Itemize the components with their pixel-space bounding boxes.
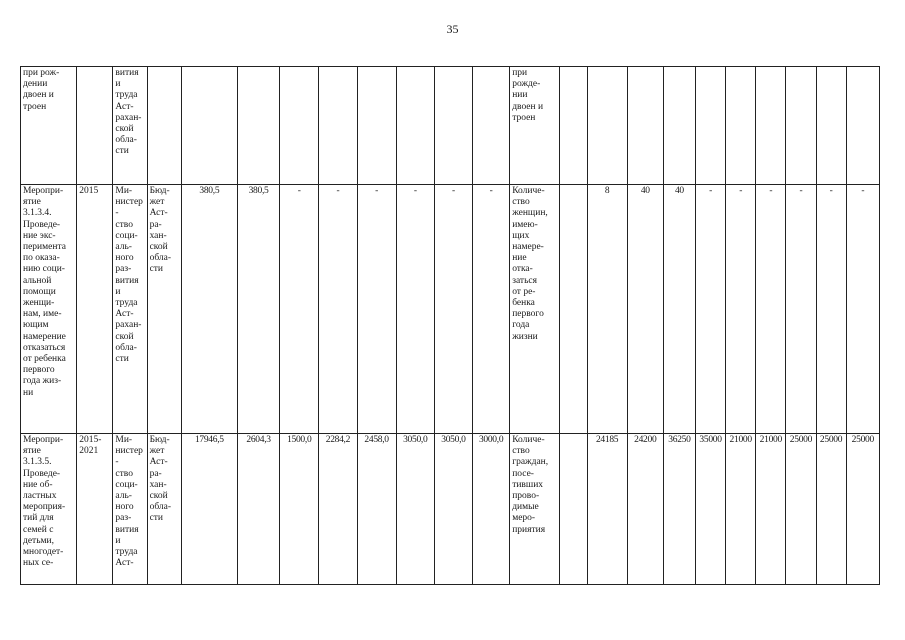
finance-value-cell: 2458,0 [357,434,396,585]
finance-value-cell: 2284,2 [319,434,357,585]
indicator-value-cell: 24185 [587,434,627,585]
finance-value-cell: 2604,3 [237,434,279,585]
page-number: 35 [446,22,459,36]
indicator-value-cell [560,185,587,434]
indicator-value-cell [560,67,587,185]
measure-name-cell: Меропри- ятие 3.1.3.5. Проведе- ние об- ластных мероприя- тий для семей с детьми, многодет- ных се- [21,434,77,585]
finance-value-cell: - [319,185,357,434]
indicator-value-cell [663,67,695,185]
finance-value-cell [434,67,472,185]
indicator-value-cell: - [846,185,879,434]
finance-value-cell [357,67,396,185]
indicator-value-cell: - [696,185,726,434]
indicator-value-cell: 25000 [846,434,879,585]
year-cell [77,67,113,185]
indicator-value-cell: 40 [663,185,695,434]
finance-value-cell: - [473,185,510,434]
finance-value-cell [319,67,357,185]
finance-value-cell: 17946,5 [181,434,237,585]
indicator-value-cell [726,67,756,185]
indicator-value-cell [816,67,846,185]
finance-value-cell [473,67,510,185]
indicator-value-cell [587,67,627,185]
indicator-value-cell [756,67,786,185]
indicator-cell: при рожде- нии двоен и троен [510,67,560,185]
indicator-value-cell [560,434,587,585]
indicator-value-cell: - [726,185,756,434]
funding-source-cell: Бюд- жет Аст- ра- хан- ской обла- сти [147,434,181,585]
finance-value-cell: 1500,0 [280,434,319,585]
year-cell: 2015- 2021 [77,434,113,585]
indicator-value-cell: 25000 [786,434,816,585]
indicator-value-cell: 36250 [663,434,695,585]
indicator-cell: Количе- ство граждан, посе- тивших прово- димые меро- приятия [510,434,560,585]
measure-name-cell: при рож- дении двоен и троен [21,67,77,185]
indicator-value-cell: 24200 [627,434,663,585]
year-cell: 2015 [77,185,113,434]
indicator-value-cell: 8 [587,185,627,434]
finance-value-cell: 3000,0 [473,434,510,585]
indicator-value-cell: - [786,185,816,434]
program-table [20,66,880,585]
finance-value-cell: 380,5 [237,185,279,434]
finance-value-cell: - [357,185,396,434]
finance-value-cell: - [396,185,434,434]
indicator-value-cell [786,67,816,185]
table-row [21,67,880,185]
finance-value-cell: - [280,185,319,434]
finance-value-cell: 380,5 [181,185,237,434]
finance-value-cell [237,67,279,185]
indicator-value-cell: - [756,185,786,434]
finance-value-cell: 3050,0 [434,434,472,585]
table-row [21,434,880,585]
finance-value-cell: - [434,185,472,434]
finance-value-cell [181,67,237,185]
indicator-value-cell [846,67,879,185]
executor-cell: Ми- нистер- ство соци- аль- ного раз- вития и труда Аст- рахан- ской обла- сти [113,185,147,434]
finance-value-cell [396,67,434,185]
finance-value-cell: 3050,0 [396,434,434,585]
indicator-cell: Количе- ство женщин, имею- щих намере- ние отка- заться от ре- бенка первого года жизни [510,185,560,434]
indicator-value-cell: - [816,185,846,434]
indicator-value-cell: 35000 [696,434,726,585]
executor-cell: вития и труда Аст- рахан- ской обла- сти [113,67,147,185]
indicator-value-cell: 21000 [756,434,786,585]
finance-value-cell [280,67,319,185]
funding-source-cell [147,67,181,185]
executor-cell: Ми- нистер- ство соци- аль- ного раз- вития и труда Аст- [113,434,147,585]
indicator-value-cell: 40 [627,185,663,434]
indicator-value-cell [627,67,663,185]
measure-name-cell: Меропри- ятие 3.1.3.4. Проведе- ние экс- перимента по оказа- нию соци- альной помощи женщи- нам, име- ющим намерение отказаться от ребенка первого года жиз- ни [21,185,77,434]
indicator-value-cell: 25000 [816,434,846,585]
indicator-value-cell [696,67,726,185]
funding-source-cell: Бюд- жет Аст- ра- хан- ской обла- сти [147,185,181,434]
indicator-value-cell: 21000 [726,434,756,585]
table-row [21,185,880,434]
